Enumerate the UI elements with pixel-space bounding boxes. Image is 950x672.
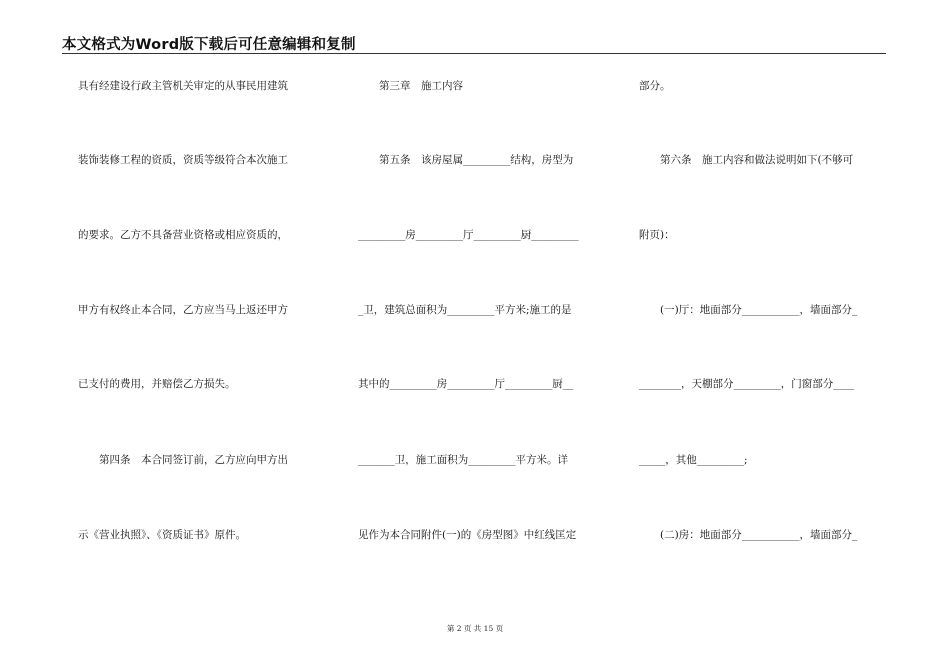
- text-line: _卫，建筑总面积为_________平方米;施工的是: [358, 304, 572, 316]
- text-line: _____，其他_________;: [639, 454, 748, 466]
- header-title: 本文格式为Word版下载后可任意编辑和复制: [62, 37, 356, 53]
- text-line: 部分。: [639, 80, 671, 92]
- text-line: (二)房：地面部分___________，墙面部分_: [639, 529, 858, 541]
- page-number: 第 2 页 共 15 页: [446, 624, 504, 633]
- text-line: 的要求。乙方不具备营业资格或相应资质的，: [78, 229, 288, 241]
- text-line: 第四条 本合同签订前，乙方应向甲方出: [78, 454, 288, 466]
- text-line: 示《营业执照》、《资质证书》原件。: [78, 529, 246, 541]
- text-line: 已支付的费用，并赔偿乙方损失。: [78, 378, 236, 390]
- text-line: 其中的_________房_________厅_________厨__: [358, 378, 574, 390]
- page-header: [62, 33, 886, 54]
- text-line: 第五条 该房屋属_________结构，房型为: [358, 154, 574, 166]
- text-line: 附页)：: [639, 229, 675, 241]
- text-line: _______卫，施工面积为_________平方米。详: [358, 454, 568, 466]
- text-line: 见作为本合同附件(一)的《房型图》中红线匡定: [358, 529, 577, 541]
- text-line: 装饰装修工程的资质，资质等级符合本次施工: [78, 154, 288, 166]
- text-line: _________房_________厅_________厨_________: [358, 229, 579, 241]
- text-line: 甲方有权终止本合同，乙方应当马上返还甲方: [78, 304, 288, 316]
- text-line: 第六条 施工内容和做法说明如下(不够可: [639, 154, 854, 166]
- text-line: (一)厅：地面部分___________，墙面部分_: [639, 304, 858, 316]
- text-line: 具有经建设行政主管机关审定的从事民用建筑: [78, 80, 288, 92]
- chapter-heading: 第三章 施工内容: [358, 80, 463, 92]
- text-line: ________，天棚部分_________，门窗部分____: [639, 378, 855, 390]
